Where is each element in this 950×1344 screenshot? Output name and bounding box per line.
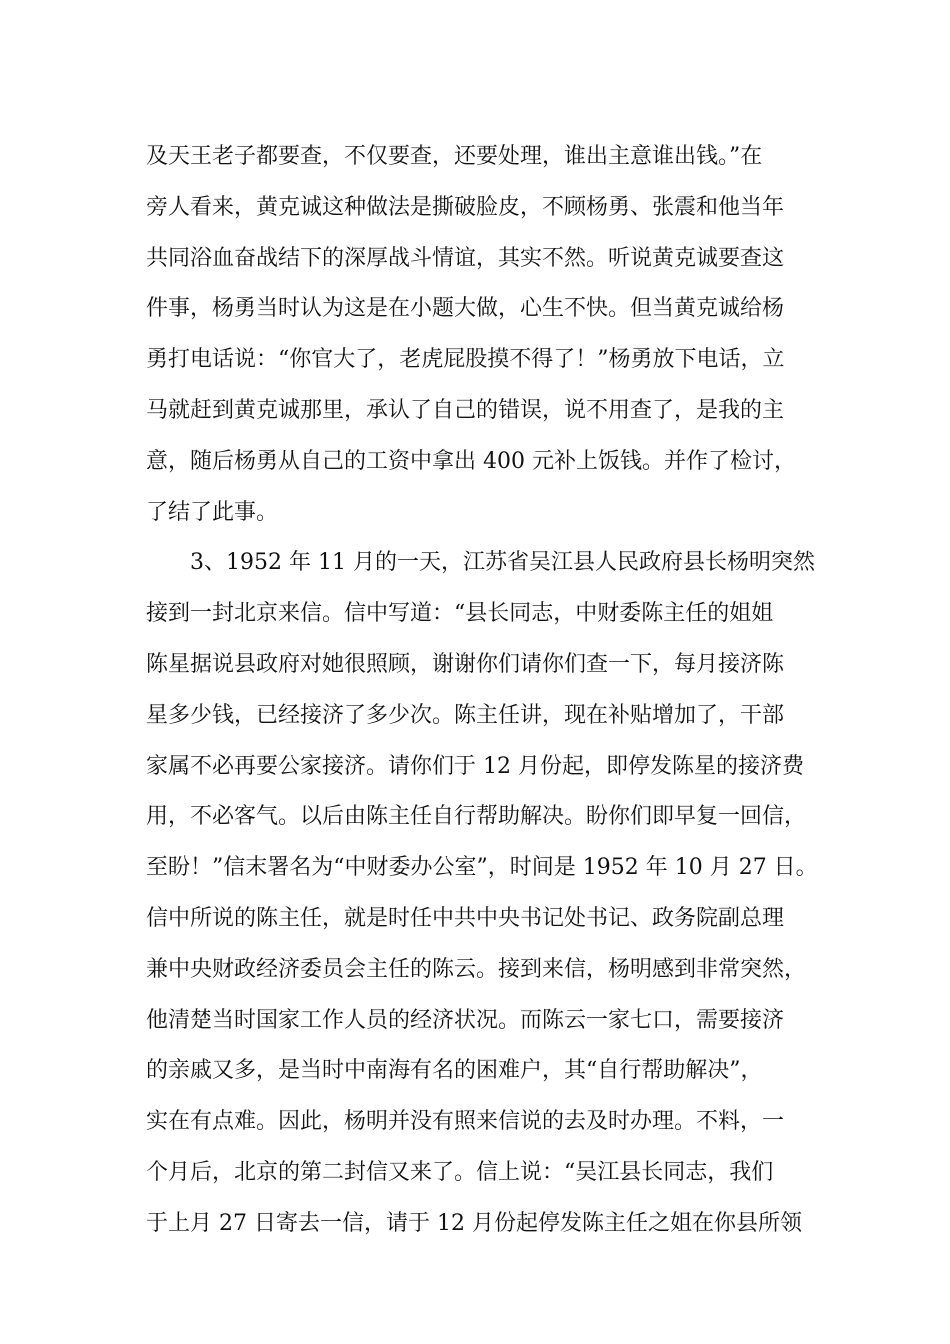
text-line: 勇打电话说：“你官大了，老虎屁股摸不得了！”杨勇放下电话，立 xyxy=(146,347,785,373)
text-line: 信中所说的陈主任，就是时任中共中央书记处书记、政务院副总理 xyxy=(146,905,785,931)
text-line: 件事，杨勇当时认为这是在小题大做，心生不快。但当黄克诚给杨 xyxy=(146,296,785,322)
text-line: 他清楚当时国家工作人员的经济状况。而陈云一家七口，需要接济 xyxy=(146,1007,785,1033)
text-line: 个月后，北京的第二封信又来了。信上说：“吴江县长同志，我们 xyxy=(146,1159,774,1185)
paragraph-start-line: 3、1952 年 11 月的一天，江苏省吴江县人民政府县长杨明突然 xyxy=(190,550,815,576)
text-line: 马就赶到黄克诚那里，承认了自己的错误，说不用查了，是我的主 xyxy=(146,397,785,423)
text-line: 共同浴血奋战结下的深厚战斗情谊，其实不然。听说黄克诚要查这 xyxy=(146,245,785,271)
text-line: 旁人看来，黄克诚这种做法是撕破脸皮，不顾杨勇、张震和他当年 xyxy=(146,194,785,220)
text-line: 了结了此事。 xyxy=(146,499,279,525)
text-line: 兼中央财政经济委员会主任的陈云。接到来信，杨明感到非常突然， xyxy=(146,956,807,982)
text-line: 陈星据说县政府对她很照顾，谢谢你们请你们查一下，每月接济陈 xyxy=(146,651,785,677)
text-line: 接到一封北京来信。信中写道：“县长同志，中财委陈主任的姐姐 xyxy=(146,601,774,627)
text-line: 意，随后杨勇从自己的工资中拿出 400 元补上饭钱。并作了检讨， xyxy=(146,448,796,474)
text-line: 至盼！”信末署名为“中财委办公室”，时间是 1952 年 10 月 27 日。 xyxy=(146,855,818,881)
text-line: 用，不必客气。以后由陈主任自行帮助解决。盼你们即早复一回信， xyxy=(146,804,807,830)
text-line: 及天王老子都要查，不仅要查，还要处理，谁出主意谁出钱。”在 xyxy=(146,144,763,169)
text-line: 星多少钱，已经接济了多少次。陈主任讲，现在补贴增加了，干部 xyxy=(146,702,785,728)
body-text xyxy=(146,132,830,1250)
text-line: 实在有点难。因此，杨明并没有照来信说的去及时办理。不料，一 xyxy=(146,1109,785,1135)
text-line: 于上月 27 日寄去一信，请于 12 月份起停发陈主任之姐在你县所领 xyxy=(146,1210,802,1236)
text-line: 的亲戚又多，是当时中南海有名的困难户，其“自行帮助解决”， xyxy=(146,1058,763,1084)
text-line: 家属不必再要公家接济。请你们于 12 月份起，即停发陈星的接济费 xyxy=(146,753,804,779)
